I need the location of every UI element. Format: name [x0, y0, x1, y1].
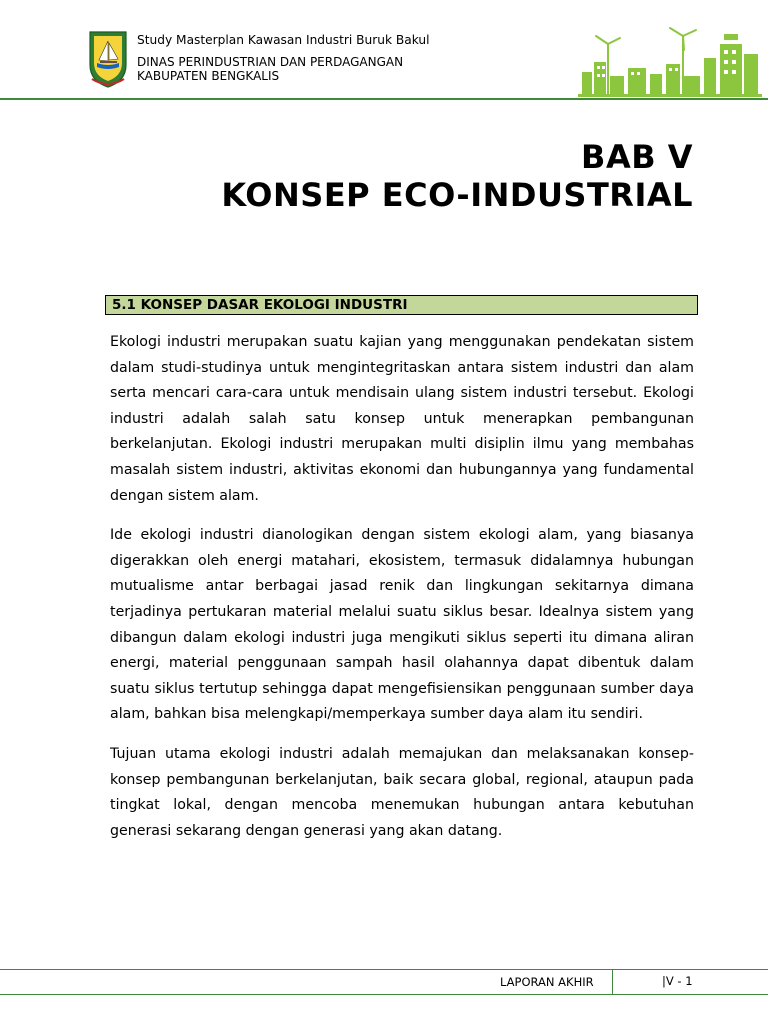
footer-divider-top	[0, 969, 768, 970]
footer-divider-bottom	[0, 994, 768, 995]
body-text	[110, 330, 694, 858]
project-title: Study Masterplan Kawasan Industri Buruk Bakul	[137, 33, 430, 47]
chapter-heading	[221, 138, 693, 214]
agency-name: DINAS PERINDUSTRIAN DAN PERDAGANGAN	[137, 55, 404, 69]
page-header	[0, 0, 768, 100]
page-number: |V - 1	[662, 974, 693, 988]
section-heading-box	[105, 295, 698, 315]
page-number-value: V - 1	[665, 974, 693, 988]
footer-separator	[612, 969, 613, 995]
section-heading: 5.1 KONSEP DASAR EKOLOGI INDUSTRI	[112, 297, 408, 313]
chapter-number: BAB V	[581, 138, 693, 176]
report-label: LAPORAN AKHIR	[500, 975, 594, 989]
green-city-wind-turbine-icon	[574, 24, 764, 98]
regency-name: KABUPATEN BENGKALIS	[137, 69, 280, 83]
header-divider	[0, 98, 768, 100]
paragraph: Ekologi industri merupakan suatu kajian yang menggunakan pendekatan sistem dalam studi-studinya untuk mengintegritaskan antara sistem industri dan alam serta mencari cara-cara untuk mendisain ulang sistem industri tersebut. Ekologi industri adalah salah satu konsep untuk menerapkan pembangunan berkelanjutan. Ekologi industri merupakan multi disiplin ilmu yang membahas masalah sistem industri, aktivitas ekonomi dan hubungannya yang fundamental dengan sistem alam.	[110, 334, 694, 504]
paragraph: Ide ekologi industri dianologikan dengan sistem ekologi alam, yang biasanya digerakkan oleh energi matahari, ekosistem, termasuk didalamnya hubungan mutualisme antar berbagai jasad renik dan lingkungan sekitarnya dimana terjadinya pertukaran material melalui suatu siklus besar. Idealnya sistem yang dibangun dalam ekologi industri juga mengikuti siklus seperti itu dimana aliran energi, material penggunaan sampah hasil olahannya dapat dibentuk dalam suatu siklus tertutup sehingga dapat mengefisiensikan penggunaan sumber daya alam, bahkan bisa melengkapi/memperkaya sumber daya alam itu sendiri.	[110, 527, 694, 723]
paragraph: Tujuan utama ekologi industri adalah memajukan dan melaksanakan konsep-konsep pembangunan berkelanjutan, baik secara global, regional, ataupun pada tingkat lokal, dengan mencoba menemukan hubungan antara kebutuhan generasi sekarang dengan generasi yang akan datang.	[110, 745, 694, 839]
header-text-block	[137, 33, 430, 83]
regency-crest-icon	[87, 29, 129, 89]
chapter-title: KONSEP ECO-INDUSTRIAL	[221, 176, 693, 214]
